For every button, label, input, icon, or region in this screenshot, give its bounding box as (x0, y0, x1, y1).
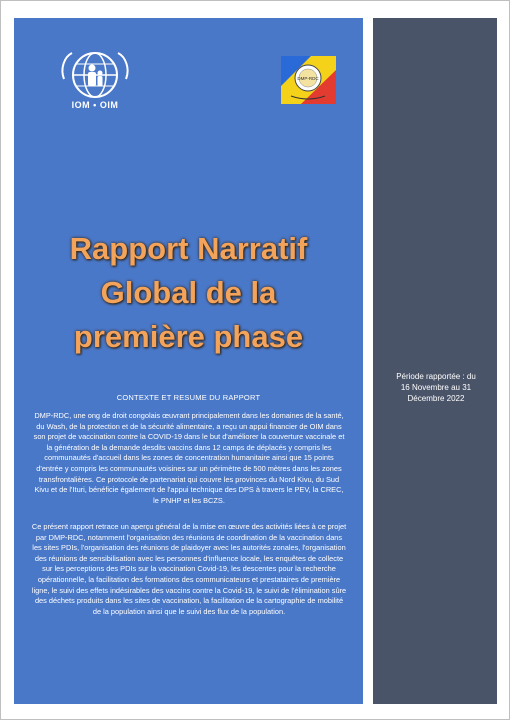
report-title (14, 227, 363, 359)
context-paragraph-1: DMP-RDC, une ong de droit congolais œuvrant principalement dans les domaines de la santé, du Wash, de la protection et de la sécurité alimentaire, a reçu un appui financier de OIM dans son projet de vaccination contre la COVID-19 dans le but d'améliorer la couverture vaccinale et la génération de la demande desdits vaccins dans 12 camps de déplacés y compris les communautés d'accueil dans les zones de concentration humanitaire ainsi que 15 points d'entrée y compris les communautés voisines sur un périmètre de 500 mètres dans les zones transfrontalières. Ce protocole de partenariat qui couvre les provinces du Nord Kivu, du Sud Kivu et de l'Ituri, bénéficie également de l'appui technique des DPS à travers le PEV, la CREC, le PNHP et les BCZS. (33, 411, 345, 505)
period-line-3: Décembre 2022 (407, 394, 465, 403)
period-line-1: Période rapportée : du (396, 372, 476, 381)
title-line-1: Rapport Narratif (69, 231, 308, 266)
iom-logo-label: IOM • OIM (71, 100, 119, 110)
reporting-period (381, 371, 491, 404)
section-heading: CONTEXTE ET RESUME DU RAPPORT (116, 393, 261, 402)
period-line-2: 16 Novembre au 31 (400, 383, 472, 392)
dmp-rdc-logo-icon (281, 56, 336, 104)
svg-text:DMP-RDC: DMP-RDC (297, 76, 319, 81)
title-line-2: Global de la (100, 275, 277, 310)
sidebar-panel (373, 18, 497, 704)
summary-paragraph-2: Ce présent rapport retrace un aperçu général de la mise en œuvre des activités liées à ce projet par DMP-RDC, notamment l'organisation des réunions de coordination de la vaccination dans les sites PDIs, l'organisation des réunions de plaidoyer avec les autorités zonales, l'organisation des réunions de sensibilisation avec les personnes d'influence locale, les enquêtes de collecte sur les perceptions des PDIs sur la vaccination Covid-19, les descentes pour la recherche opérationnelle, la facilitation des formations des communicateurs et prestataires de première ligne, le suivi des effets indésirables des vaccins contre la Covid-19, le suivi de l'élimination sûre des déchets produits dans les sites de vaccination, la facilitation de la cartographie de mobilité de la population ainsi que le suivi des flux de la population. (31, 522, 347, 616)
title-line-3: première phase (73, 319, 304, 354)
